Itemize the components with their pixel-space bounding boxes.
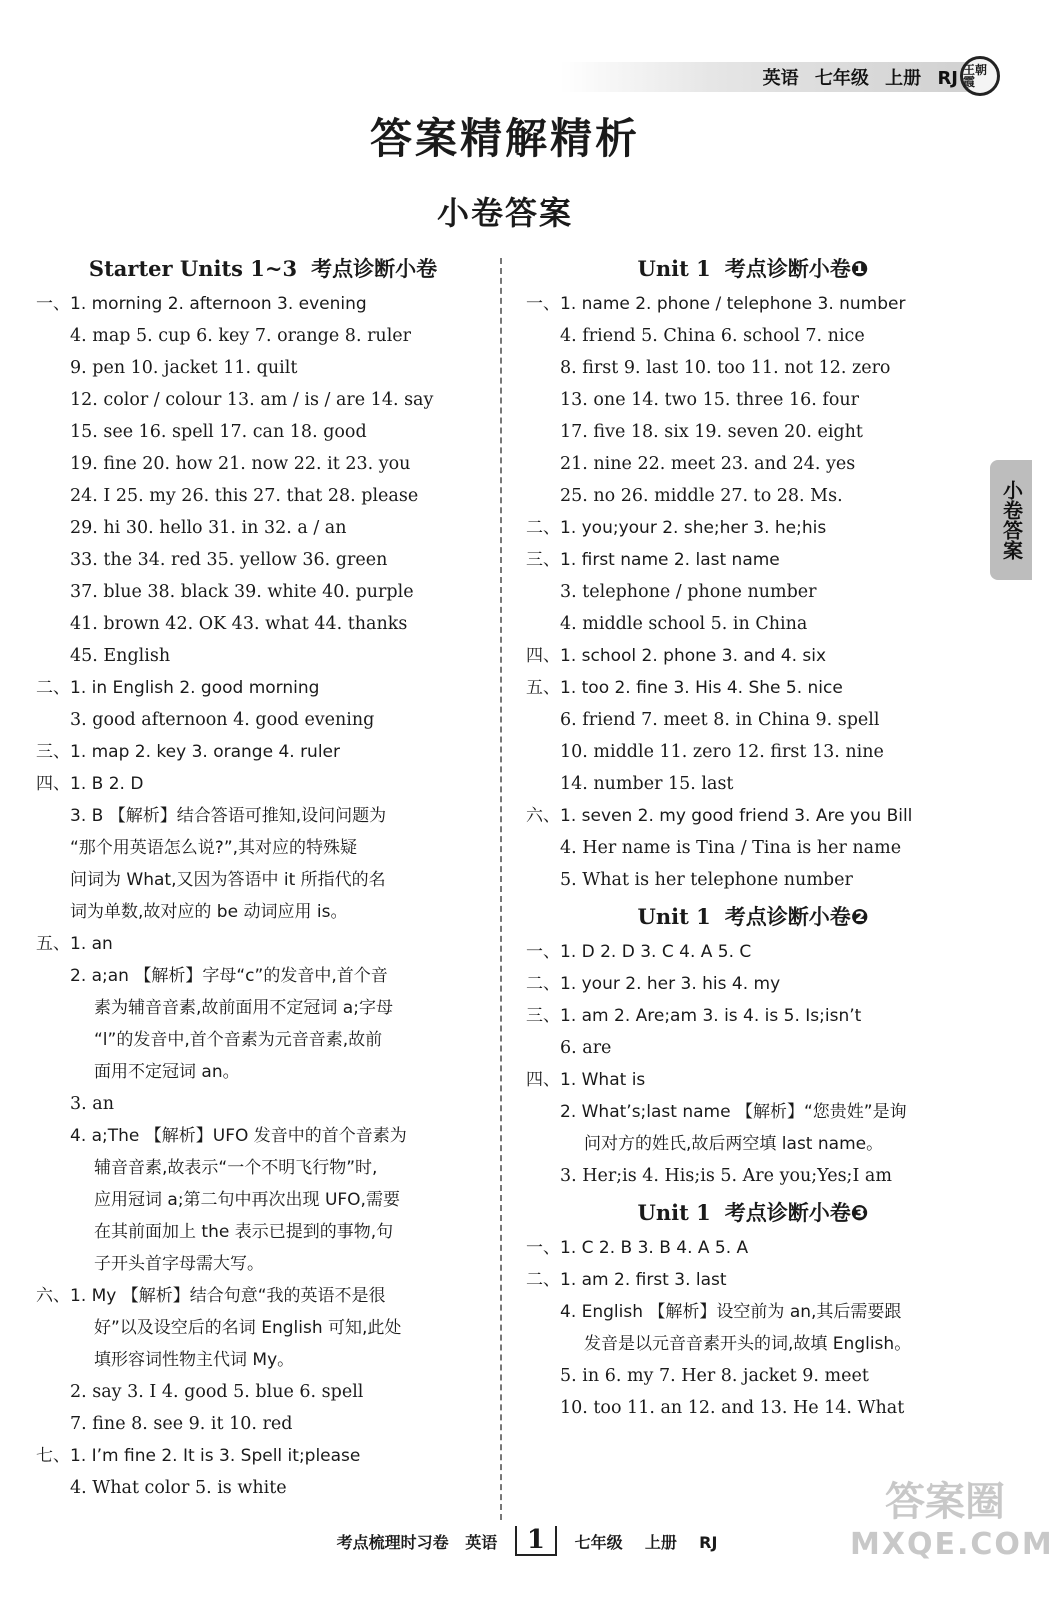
answer-line: “那个用英语怎么说?”,其对应的特殊疑 [70, 838, 358, 858]
answer-line: 4. English 【解析】设空前为 an,其后需要跟 [560, 1302, 902, 1322]
page-number: 1 [515, 1526, 557, 1556]
answer-line: 三、1. am 2. Are;am 3. is 4. is 5. Is;isn’t [526, 1006, 862, 1026]
footer-book: 考点梳理时习卷 [336, 1533, 449, 1552]
watermark-line1: 答案圈 [885, 1479, 1005, 1525]
left-column [36, 254, 490, 1504]
section-title-en: Starter Units 1~3 [88, 256, 298, 281]
answer-line: 13. one 14. two 15. three 16. four [560, 390, 860, 410]
answer-lines [526, 1232, 980, 1424]
section-title-zh: 考点诊断小卷❸ [724, 1201, 869, 1225]
section-title-zh: 考点诊断小卷 [311, 257, 438, 281]
answer-line: 二、1. you;your 2. she;her 3. he;his [526, 518, 827, 538]
section-title-unit1-1 [526, 254, 980, 284]
answer-line: 六、1. My 【解析】结合句意“我的英语不是很 [36, 1286, 386, 1306]
answer-line: 一、1. C 2. B 3. B 4. A 5. A [526, 1238, 749, 1258]
section-title-en: Unit 1 [637, 1200, 711, 1225]
answer-line: 33. the 34. red 35. yellow 36. green [70, 550, 388, 570]
answer-line: 一、1. morning 2. afternoon 3. evening [36, 294, 367, 314]
answer-line: 四、1. school 2. phone 3. and 4. six [526, 646, 827, 666]
answer-line: 发音是以元音音素开头的词,故填 English。 [584, 1334, 912, 1354]
answer-line: 填形容词性物主代词 My。 [94, 1350, 295, 1370]
answer-line: 3. Her;is 4. His;is 5. Are you;Yes;I am [560, 1166, 892, 1186]
answer-line: 四、1. What is [526, 1070, 646, 1090]
answer-line: 6. are [560, 1038, 612, 1058]
answer-line: 15. see 16. spell 17. can 18. good [70, 422, 367, 442]
answer-line: 14. number 15. last [560, 774, 734, 794]
answer-line: 好”以及设空后的名词 English 可知,此处 [94, 1318, 402, 1338]
answer-line: 24. I 25. my 26. this 27. that 28. please [70, 486, 419, 506]
header-volume: 上册 [885, 68, 922, 89]
section-title-en: Unit 1 [637, 904, 711, 929]
answer-line: 二、1. your 2. her 3. his 4. my [526, 974, 781, 994]
answer-line: 六、1. seven 2. my good friend 3. Are you Bill [526, 806, 913, 826]
answer-lines [526, 288, 980, 896]
answer-line: 6. friend 7. meet 8. in China 9. spell [560, 710, 880, 730]
answer-line: “l”的发音中,首个音素为元音音素,故前 [94, 1030, 383, 1050]
footer-edition: RJ [699, 1533, 718, 1552]
answer-line: 面用不定冠词 an。 [94, 1062, 240, 1082]
answer-line: 2. What’s;last name 【解析】“您贵姓”是询 [560, 1102, 907, 1122]
answer-line: 三、1. first name 2. last name [526, 550, 780, 570]
answer-line: 4. middle school 5. in China [560, 614, 808, 634]
answer-line: 词为单数,故对应的 be 动词应用 is。 [70, 902, 348, 922]
answer-line: 二、1. am 2. first 3. last [526, 1270, 727, 1290]
answer-line: 子开头首字母需大写。 [94, 1254, 264, 1274]
header-edition: RJ [937, 68, 958, 89]
page-title: 答案精解精析 [369, 114, 640, 163]
answer-line: 五、1. too 2. fine 3. His 4. She 5. nice [526, 678, 843, 698]
side-tab: 小卷答案 [990, 460, 1032, 580]
section-title-starter [36, 254, 490, 284]
answer-line: 37. blue 38. black 39. white 40. purple [70, 582, 414, 602]
answer-line: 在其前面加上 the 表示已提到的事物,句 [94, 1222, 394, 1242]
answer-line: 2. a;an 【解析】字母“c”的发音中,首个音 [70, 966, 388, 986]
answer-line: 4. map 5. cup 6. key 7. orange 8. ruler [70, 326, 412, 346]
section-title-zh: 考点诊断小卷❶ [724, 257, 869, 281]
section-title-zh: 考点诊断小卷❷ [724, 905, 869, 929]
right-column [526, 254, 980, 1424]
answer-line: 四、1. B 2. D [36, 774, 144, 794]
page-subtitle: 小卷答案 [436, 194, 573, 232]
answer-line: 5. in 6. my 7. Her 8. jacket 9. meet [560, 1366, 869, 1386]
section-title-en: Unit 1 [637, 256, 711, 281]
answer-line: 45. English [70, 646, 171, 666]
answer-line: 4. What color 5. is white [70, 1478, 287, 1498]
column-divider [500, 258, 502, 1520]
answer-lines [526, 936, 980, 1192]
answer-line: 素为辅音音素,故前面用不定冠词 a;字母 [94, 998, 393, 1018]
section-title-unit1-2 [526, 902, 980, 932]
answer-line: 五、1. an [36, 934, 113, 954]
answer-line: 一、1. name 2. phone / telephone 3. number [526, 294, 906, 314]
answer-line: 一、1. D 2. D 3. C 4. A 5. C [526, 942, 752, 962]
answer-line: 3. an [70, 1094, 114, 1114]
header-subject: 英语 [762, 68, 799, 89]
answer-line: 41. brown 42. OK 43. what 44. thanks [70, 614, 408, 634]
answer-line: 10. too 11. an 12. and 13. He 14. What [560, 1398, 905, 1418]
answer-line: 问词为 What,又因为答语中 it 所指代的名 [70, 870, 386, 890]
running-header [753, 64, 958, 90]
answer-line: 10. middle 11. zero 12. first 13. nine [560, 742, 884, 762]
answer-line: 12. color / colour 13. am / is / are 14. say [70, 390, 434, 410]
watermark-line2: MXQE.COM [850, 1527, 1054, 1562]
answer-line: 二、1. in English 2. good morning [36, 678, 320, 698]
footer-subject: 英语 [465, 1533, 498, 1552]
answer-line: 7. fine 8. see 9. it 10. red [70, 1414, 293, 1434]
answer-line: 8. first 9. last 10. too 11. not 12. zero [560, 358, 891, 378]
answer-line: 辅音音素,故表示“一个不明飞行物”时, [94, 1158, 378, 1178]
answer-line: 2. say 3. I 4. good 5. blue 6. spell [70, 1382, 364, 1402]
publisher-logo: 王朝霞 [960, 56, 1000, 96]
answer-line: 问对方的姓氏,故后两空填 last name。 [584, 1134, 884, 1154]
answer-line: 19. fine 20. how 21. now 22. it 23. you [70, 454, 411, 474]
answer-line: 4. a;The 【解析】UFO 发音中的首个音素为 [70, 1126, 407, 1146]
section-title-unit1-3 [526, 1198, 980, 1228]
answer-line: 4. friend 5. China 6. school 7. nice [560, 326, 865, 346]
answer-line: 29. hi 30. hello 31. in 32. a / an [70, 518, 347, 538]
footer-volume: 上册 [644, 1533, 677, 1552]
answer-line: 应用冠词 a;第二句中再次出现 UFO,需要 [94, 1190, 400, 1210]
answer-line: 17. five 18. six 19. seven 20. eight [560, 422, 863, 442]
answer-line: 5. What is her telephone number [560, 870, 853, 890]
answer-line: 4. Her name is Tina / Tina is her name [560, 838, 902, 858]
answer-line: 七、1. I’m fine 2. It is 3. Spell it;please [36, 1446, 361, 1466]
answer-line: 3. B 【解析】结合答语可推知,设问问题为 [70, 806, 387, 826]
answer-line: 3. telephone / phone number [560, 582, 817, 602]
answer-line: 三、1. map 2. key 3. orange 4. ruler [36, 742, 340, 762]
answer-line: 21. nine 22. meet 23. and 24. yes [560, 454, 856, 474]
answer-lines [36, 288, 490, 1504]
footer-grade: 七年级 [574, 1533, 623, 1552]
answer-line: 9. pen 10. jacket 11. quilt [70, 358, 298, 378]
answer-line: 3. good afternoon 4. good evening [70, 710, 375, 730]
answer-line: 25. no 26. middle 27. to 28. Ms. [560, 486, 843, 506]
watermark [850, 1478, 1054, 1578]
header-grade: 七年级 [814, 68, 869, 89]
